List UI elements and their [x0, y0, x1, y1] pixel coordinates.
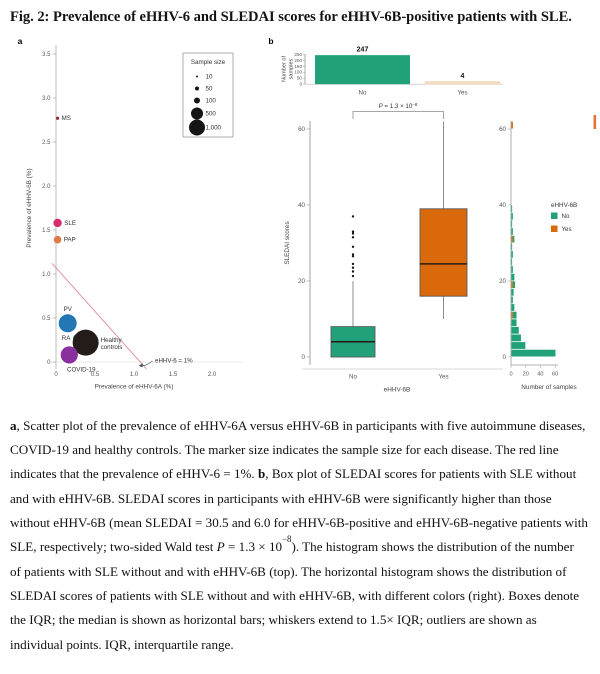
caption-part4: ). The histogram shows the distribution of the number of patients with SLE without and with eHHV-6B (top). The horizontal histogram shows the distribution of SLEDAI scores of patients with SLE without and with eHHV-6B, with different colors (right). Boxes denote the IQR; the median is shown as horizontal bars; whiskers extend to 1.5× IQR; outliers are shown as individual points. IQR, interquartile range. — [10, 539, 580, 652]
bar-no — [315, 55, 410, 84]
svg-text:1.5: 1.5 — [168, 371, 178, 378]
box-yes — [420, 208, 467, 295]
svg-text:60: 60 — [499, 125, 506, 133]
svg-text:1,000: 1,000 — [205, 124, 221, 132]
svg-text:eHHV-6B: eHHV-6B — [383, 386, 411, 394]
panel-b-top-histogram — [268, 36, 503, 97]
svg-text:2.0: 2.0 — [207, 371, 217, 378]
figure-caption — [0, 413, 600, 657]
svg-text:Prevalence of eHHV-6A (%): Prevalence of eHHV-6A (%) — [94, 383, 174, 391]
svg-text:2.0: 2.0 — [42, 183, 51, 190]
svg-text:3.5: 3.5 — [42, 51, 51, 58]
svg-text:No: No — [349, 373, 357, 381]
svg-text:PV: PV — [63, 305, 72, 313]
figure-title — [0, 0, 600, 31]
svg-text:40: 40 — [537, 371, 544, 378]
svg-text:500: 500 — [205, 110, 216, 118]
panel-a-legend — [183, 53, 233, 137]
svg-text:Number of samples: Number of samples — [521, 383, 577, 391]
svg-text:0: 0 — [47, 359, 51, 366]
svg-text:4: 4 — [460, 72, 465, 80]
svg-text:40: 40 — [499, 201, 506, 209]
svg-text:Yes: Yes — [561, 225, 572, 233]
svg-text:60: 60 — [298, 125, 305, 133]
legend-swatch-no — [551, 212, 558, 219]
svg-text:0.5: 0.5 — [42, 315, 51, 322]
svg-text:100: 100 — [294, 69, 302, 75]
svg-text:20: 20 — [298, 277, 305, 285]
svg-text:controls: controls — [100, 343, 123, 351]
svg-text:MS: MS — [61, 114, 71, 122]
svg-text:2.5: 2.5 — [42, 139, 51, 146]
svg-text:No: No — [358, 89, 367, 97]
svg-text:RA: RA — [61, 334, 71, 342]
svg-text:150: 150 — [294, 63, 302, 69]
bar-yes — [425, 81, 500, 84]
svg-text:200: 200 — [294, 57, 302, 63]
svg-text:100: 100 — [205, 97, 216, 105]
panel-b-side-histogram — [499, 121, 577, 391]
svg-text:250: 250 — [294, 51, 302, 57]
svg-text:eHHV-6 = 1%: eHHV-6 = 1% — [155, 357, 193, 365]
svg-text:SLE: SLE — [64, 219, 76, 227]
svg-text:No: No — [561, 212, 570, 220]
svg-text:3.0: 3.0 — [42, 95, 51, 102]
svg-text:SLEDAI scores: SLEDAI scores — [284, 220, 291, 265]
svg-text:0: 0 — [301, 353, 305, 361]
svg-text:Healthy: Healthy — [100, 336, 122, 344]
panel-b-legend — [551, 202, 577, 233]
p-value-label: $P = 1.3 \times 10^{-8}$ — [378, 101, 418, 110]
svg-text:40: 40 — [298, 201, 305, 209]
svg-text:20: 20 — [499, 277, 506, 285]
svg-text:Sample size: Sample size — [190, 58, 226, 66]
svg-text:0: 0 — [54, 371, 58, 378]
charts-canvas — [0, 31, 600, 413]
svg-text:20: 20 — [522, 371, 529, 378]
caption-part1: , Scatter plot of the prevalence of eHHV-6A versus eHHV-6B in participants with five autoimmune diseases, COVID-19 and healthy controls. The marker size indicates the sample size for each disease. The red line indicates that the prevalence of eHHV-6 = 1%. — [10, 417, 586, 482]
caption-p-symbol: P — [216, 539, 225, 555]
svg-text:1.0: 1.0 — [42, 271, 51, 278]
svg-text:Prevalence of eHHV-6B (%): Prevalence of eHHV-6B (%) — [26, 167, 33, 248]
legend-swatch-yes — [551, 225, 558, 232]
svg-text:0: 0 — [299, 80, 302, 86]
panel-b-boxplot — [284, 101, 503, 393]
svg-text:Number of: Number of — [281, 55, 288, 82]
caption-b-label: b — [257, 466, 266, 482]
scatter-point-pap — [54, 235, 62, 243]
svg-text:60: 60 — [551, 371, 559, 378]
edge-orange-mark — [594, 115, 597, 129]
panel-a-scatter — [18, 36, 242, 391]
caption-a-label: a — [10, 417, 17, 433]
svg-text:1.0: 1.0 — [129, 371, 139, 378]
svg-text:b: b — [268, 35, 274, 46]
p-value-bracket — [353, 111, 444, 119]
svg-text:COVID-19: COVID-19 — [66, 366, 96, 374]
figure-panels — [0, 31, 600, 413]
svg-text:eHHV-6B: eHHV-6B — [551, 201, 578, 209]
svg-text:a: a — [17, 35, 23, 46]
svg-text:Yes: Yes — [438, 373, 449, 381]
svg-text:0: 0 — [509, 371, 513, 378]
scatter-point-covid-19 — [61, 346, 78, 363]
svg-text:0: 0 — [502, 353, 506, 361]
svg-text:247: 247 — [356, 46, 369, 54]
svg-text:Yes: Yes — [457, 89, 468, 97]
scatter-point-sle — [53, 218, 61, 226]
svg-text:50: 50 — [205, 85, 213, 93]
svg-text:10: 10 — [205, 73, 213, 81]
caption-part2: , Box plot of SLEDAI scores for patients with SLE without and with eHHV-6B. SLEDAI scores in participants with eHHV-6B were significantly higher than those without eHHV-6B (mean SLEDAI = 30.5 and 6.0 for eHHV-6B-positive and eHHV-6B-negative patients with SLE, respectively; two-sided Wald test — [10, 466, 588, 555]
svg-text:50: 50 — [296, 75, 302, 81]
figure-title-text: Fig. 2: Prevalence of eHHV-6 and SLEDAI scores for eHHV-6B-positive patients with SLE. — [10, 9, 572, 25]
svg-text:PAP: PAP — [63, 236, 76, 244]
caption-part3: = 1.3 × 10 — [224, 539, 283, 555]
scatter-point-pv — [59, 314, 77, 332]
svg-text:0.5: 0.5 — [90, 371, 100, 378]
caption-p-exponent: −8 — [282, 533, 292, 544]
scatter-point-ms — [56, 116, 59, 119]
svg-text:samples: samples — [288, 58, 295, 79]
svg-text:1.5: 1.5 — [42, 227, 51, 234]
